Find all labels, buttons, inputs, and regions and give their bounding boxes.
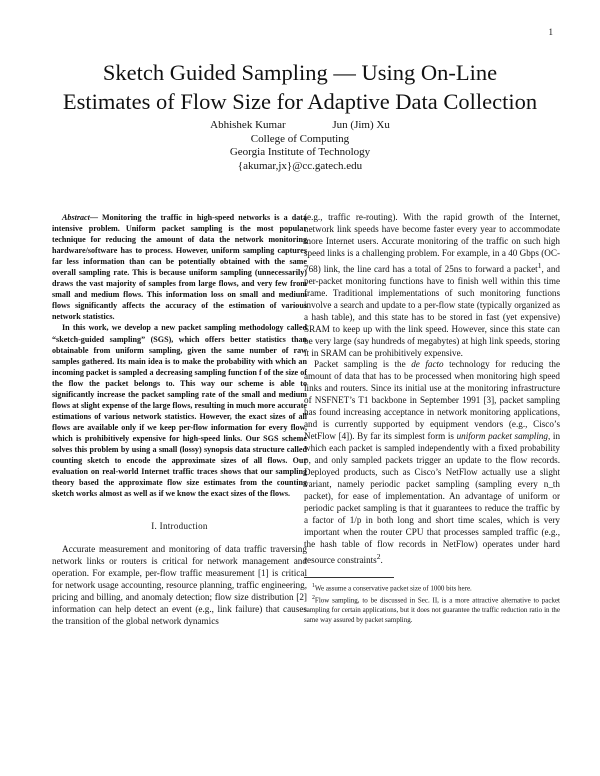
email: {akumar,jx}@cc.gatech.edu <box>237 159 363 172</box>
footnote: $^1$We assume a conservative packet size of 1000 bits here. <box>312 582 472 593</box>
footnote-marker: 1 <box>537 260 542 270</box>
paper-title <box>40 58 560 116</box>
department: College of Computing <box>250 132 350 145</box>
left-column <box>52 212 307 627</box>
page-number: 1 <box>548 27 553 37</box>
footnote: $^2$Flow sampling, to be discussed in Sec. II, is a more attractive alternative to packet sampling for certain applications, but it does not guarantee the traffic reduction ratio in the same way assured by packet sampling. <box>304 595 560 625</box>
institution: Georgia Institute of Technology <box>229 146 371 158</box>
footnote-rule <box>304 577 394 578</box>
section-heading: I. Introduction <box>151 521 208 532</box>
author-name: Jun (Jim) Xu <box>332 119 390 131</box>
author-name: Abhishek Kumar <box>210 119 286 131</box>
title-line-1: Sketch Guided Sampling — Using On-Line <box>102 60 498 85</box>
abstract-paragraph-2: In this work, we develop a new packet sampling methodology called “sketch-guided sampling” (SGS), which offers better statistics than obtainable from uniform sampling, given the same number of raw samples gathered. Its main idea is to make the probability with which an incoming packet is sampled a decreasing sampling function f of the size of the flow the packet belongs to. This way our scheme is able to significantly increase the packet sampling rate of the small and medium flows at slight expense of the large flows, resulting in much more accurate estimations of various network statistics. However, the exact sizes of all flows are available only if we keep per-flow information for every flow, which is prohibitively expensive for high-speed links. Our SGS scheme solves this problem by using a small (lossy) synopsis data structure called counting sketch to encode the approximate sizes of all flows. Our evaluation on real-world Internet traffic traces shows that our sampling theory based the approximate flow size estimates from the counting sketch works almost as well as if we know the exact sizes of the flows. <box>52 323 307 499</box>
title-line-2: Estimates of Flow Size for Adaptive Data Collection <box>62 89 538 114</box>
abstract-label: Abstract <box>62 213 90 222</box>
footnote-marker: 2 <box>376 551 381 561</box>
footnotes <box>304 577 560 626</box>
abstract-text: — Monitoring the traffic in high-speed networks is a data intensive problem. Uniform packet sampling is the most popular technique for reducing the amount of data the network monitoring hardware/software has to process. However, uniform sampling captures far less information than can be potentially obtained with the same overall sampling rate. This is because uniform sampling (unnecessarily) draws the vast majority of samples from large flows, and very few from small and medium flows. This information loss on small and medium flows significantly affects the accuracy of the estimation of various network statistics. <box>52 213 307 322</box>
author-names <box>100 119 500 133</box>
right-column <box>304 212 560 625</box>
intro-paragraph: Accurate measurement and monitoring of data traffic traversing network links or routers is critical for network management and operation. For example, per-flow traffic measurement [1] is critical for network usage accounting, resource planning, traffic engineering, pricing and billing, and anomaly detection; flow size distribution [2] information can help detect an event (e.g., link failure) that causes the transition of the global network dynamics <box>52 544 307 627</box>
body-paragraph: Packet sampling is the de facto technology for reducing the amount of data that has to be processed when monitoring high speed links and routers. Since its initial use at the monitoring infrastructure of NSFNET’s T1 backbone in September 1991 [3], packet sampling has found increasing acceptance in network monitoring applications, and is currently supported by equipment vendors (e.g., Cisco’s NetFlow [4]). By far its simplest form is uniform packet sampling, in which each packet is sampled independently with a fixed probability p, and only sampled packets trigger an update to the flow records. Deployed products, such as Cisco’s NetFlow actually use a slight variant, namely periodic packet sampling (sampling every n_th packet), for ease of implementation. An advantage of uniform or periodic packet sampling is that it guarantees to reduce the traffic by a factor of 1/p in both long and short time scales, which is very important when the router CPU that processes sampled traffic (e.g., the hash table of flow records in NetFlow) operates under hard resource constraints$^2$. <box>304 359 561 565</box>
abstract-paragraph <box>52 212 307 322</box>
body-paragraph: (e.g., traffic re-routing). With the rapid growth of the Internet, network link speeds have become faster every year to accommodate more Internet users. Accurate monitoring of the traffic on such high speed links is a challenging problem. For example, in a 40 Gbps (OC-768) link, the line card has a total of 25ns to forward a packet$^1$, and per-packet monitoring functions have to finish well within this time frame. Traditional implementations of such monitoring functions involve a search and update to a per-flow state (typically organized as a hash table), and this state has to be stored in fast (yet expensive) SRAM to keep up with the link speed. However, since this state can be very large (say hundreds of megabytes) at high link speeds, storing it in SRAM can be prohibitively expensive. <box>304 212 560 358</box>
author-block <box>100 119 500 173</box>
